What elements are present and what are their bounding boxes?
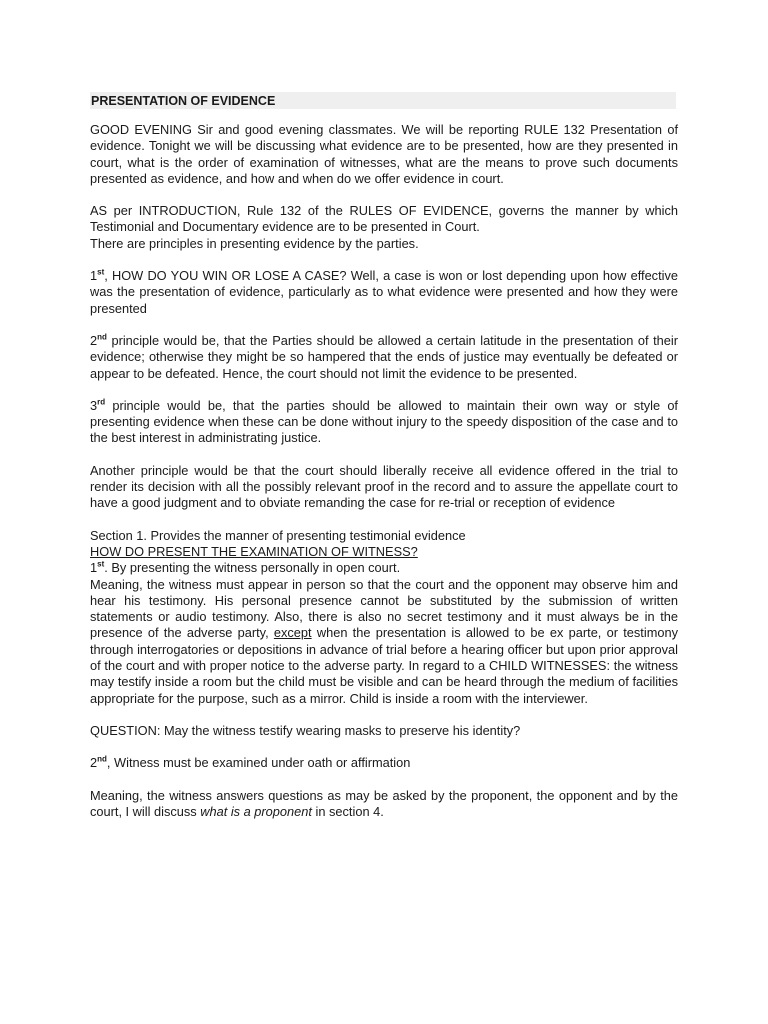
section-one-item [90, 560, 678, 576]
meaning-text-a: Meaning, the witness must appear in person so that the court and the opponent may observe him and hear his testimony. His personal presence cannot be substituted by the submission of written statements or audio testimony. Also, there is also no secret testimony and it must always be in the presence of the adverse party, [90, 576, 678, 641]
second-principle-paragraph [90, 333, 678, 382]
intro-paragraph: GOOD EVENING Sir and good evening classmates. We will be reporting RULE 132 Presentation of evidence. Tonight we will be discussing what evidence are to be presented, how are they presented in court, what is the order of examination of witnesses, what are the means to prove such documents presented as evidence, and how and when do we offer evidence in court. [90, 122, 678, 186]
ordinal-suffix: nd [97, 754, 107, 764]
item-text: . By presenting the witness personally in open court. [104, 560, 401, 576]
section-one-heading: HOW DO PRESENT THE EXAMINATION OF WITNESS? [90, 543, 418, 559]
ordinal-suffix: st [97, 267, 105, 277]
meaning-text-b: in section 4. [311, 803, 384, 819]
ordinal-number: 2 [90, 755, 98, 771]
ordinal-number: 2 [90, 332, 98, 348]
last-meaning-paragraph [90, 788, 678, 821]
emphasis-text: what is a proponent [200, 803, 312, 819]
document-title: PRESENTATION OF EVIDENCE [90, 92, 676, 109]
except-word: except [273, 625, 312, 641]
meaning-text-b: when the presentation is allowed to be ex parte, or testimony through interrogatories or depositions in advance of trial before a hearing officer but upon prior approval of the court and with proper notice to the adverse party. In regard to a CHILD WITNESSES: the witness may testify inside a room but the child must be visible and can be heard through the medium of facilities appropriate for the purpose, such as a mirror. Child is inside a room with the interviewer. [90, 625, 678, 706]
ordinal-number: 1 [90, 560, 98, 576]
ordinal-suffix: rd [97, 397, 106, 407]
question-line: QUESTION: May the witness testify wearing masks to preserve his identity? [90, 722, 521, 738]
ordinal-number: 3 [90, 397, 98, 413]
ordinal-suffix: st [97, 559, 105, 569]
item-text: , Witness must be examined under oath or affirmation [106, 755, 411, 771]
paragraph-text: principle would be, that the parties should be allowed to maintain their own way or style of presenting evidence when these can be done without injury to the speedy disposition of the case and to the best interest in administrating justice. [90, 397, 678, 446]
third-principle-paragraph [90, 398, 678, 447]
paragraph-text: principle would be, that the Parties should be allowed a certain latitude in the presentation of their evidence; otherwise they might be so hampered that the ends of justice may eventually be defeated or appear to be defeated. Hence, the court should not limit the evidence to be presented. [90, 332, 678, 381]
ordinal-number: 1 [90, 268, 98, 284]
second-requirement-line [90, 755, 678, 771]
section-one-meaning [90, 577, 678, 707]
first-principle-paragraph [90, 268, 678, 317]
paragraph-text: , HOW DO YOU WIN OR LOSE A CASE? Well, a case is won or lost depending upon how effective was the presentation of evidence, particularly as to what evidence were presented and how they were presented [90, 268, 678, 316]
ordinal-suffix: nd [97, 332, 107, 342]
introduction-paragraph: AS per INTRODUCTION, Rule 132 of the RULES OF EVIDENCE, governs the manner by which Testimonial and Documentary evidence are to be presented in Court. [90, 203, 678, 235]
section-one-line: Section 1. Provides the manner of presenting testimonial evidence [90, 527, 466, 543]
another-principle-paragraph: Another principle would be that the court should liberally receive all evidence offered in the trial to render its decision with all the possibly relevant proof in the record and to assure the appellate court to have a good judgment and to obviate remanding the case for re-trial or reception of evidence [90, 462, 678, 511]
principles-intro: There are principles in presenting evidence by the parties. [90, 235, 419, 251]
meaning-text-a: Meaning, the witness answers questions as may be asked by the proponent, the opponent and by the court, I will discuss [90, 787, 678, 819]
